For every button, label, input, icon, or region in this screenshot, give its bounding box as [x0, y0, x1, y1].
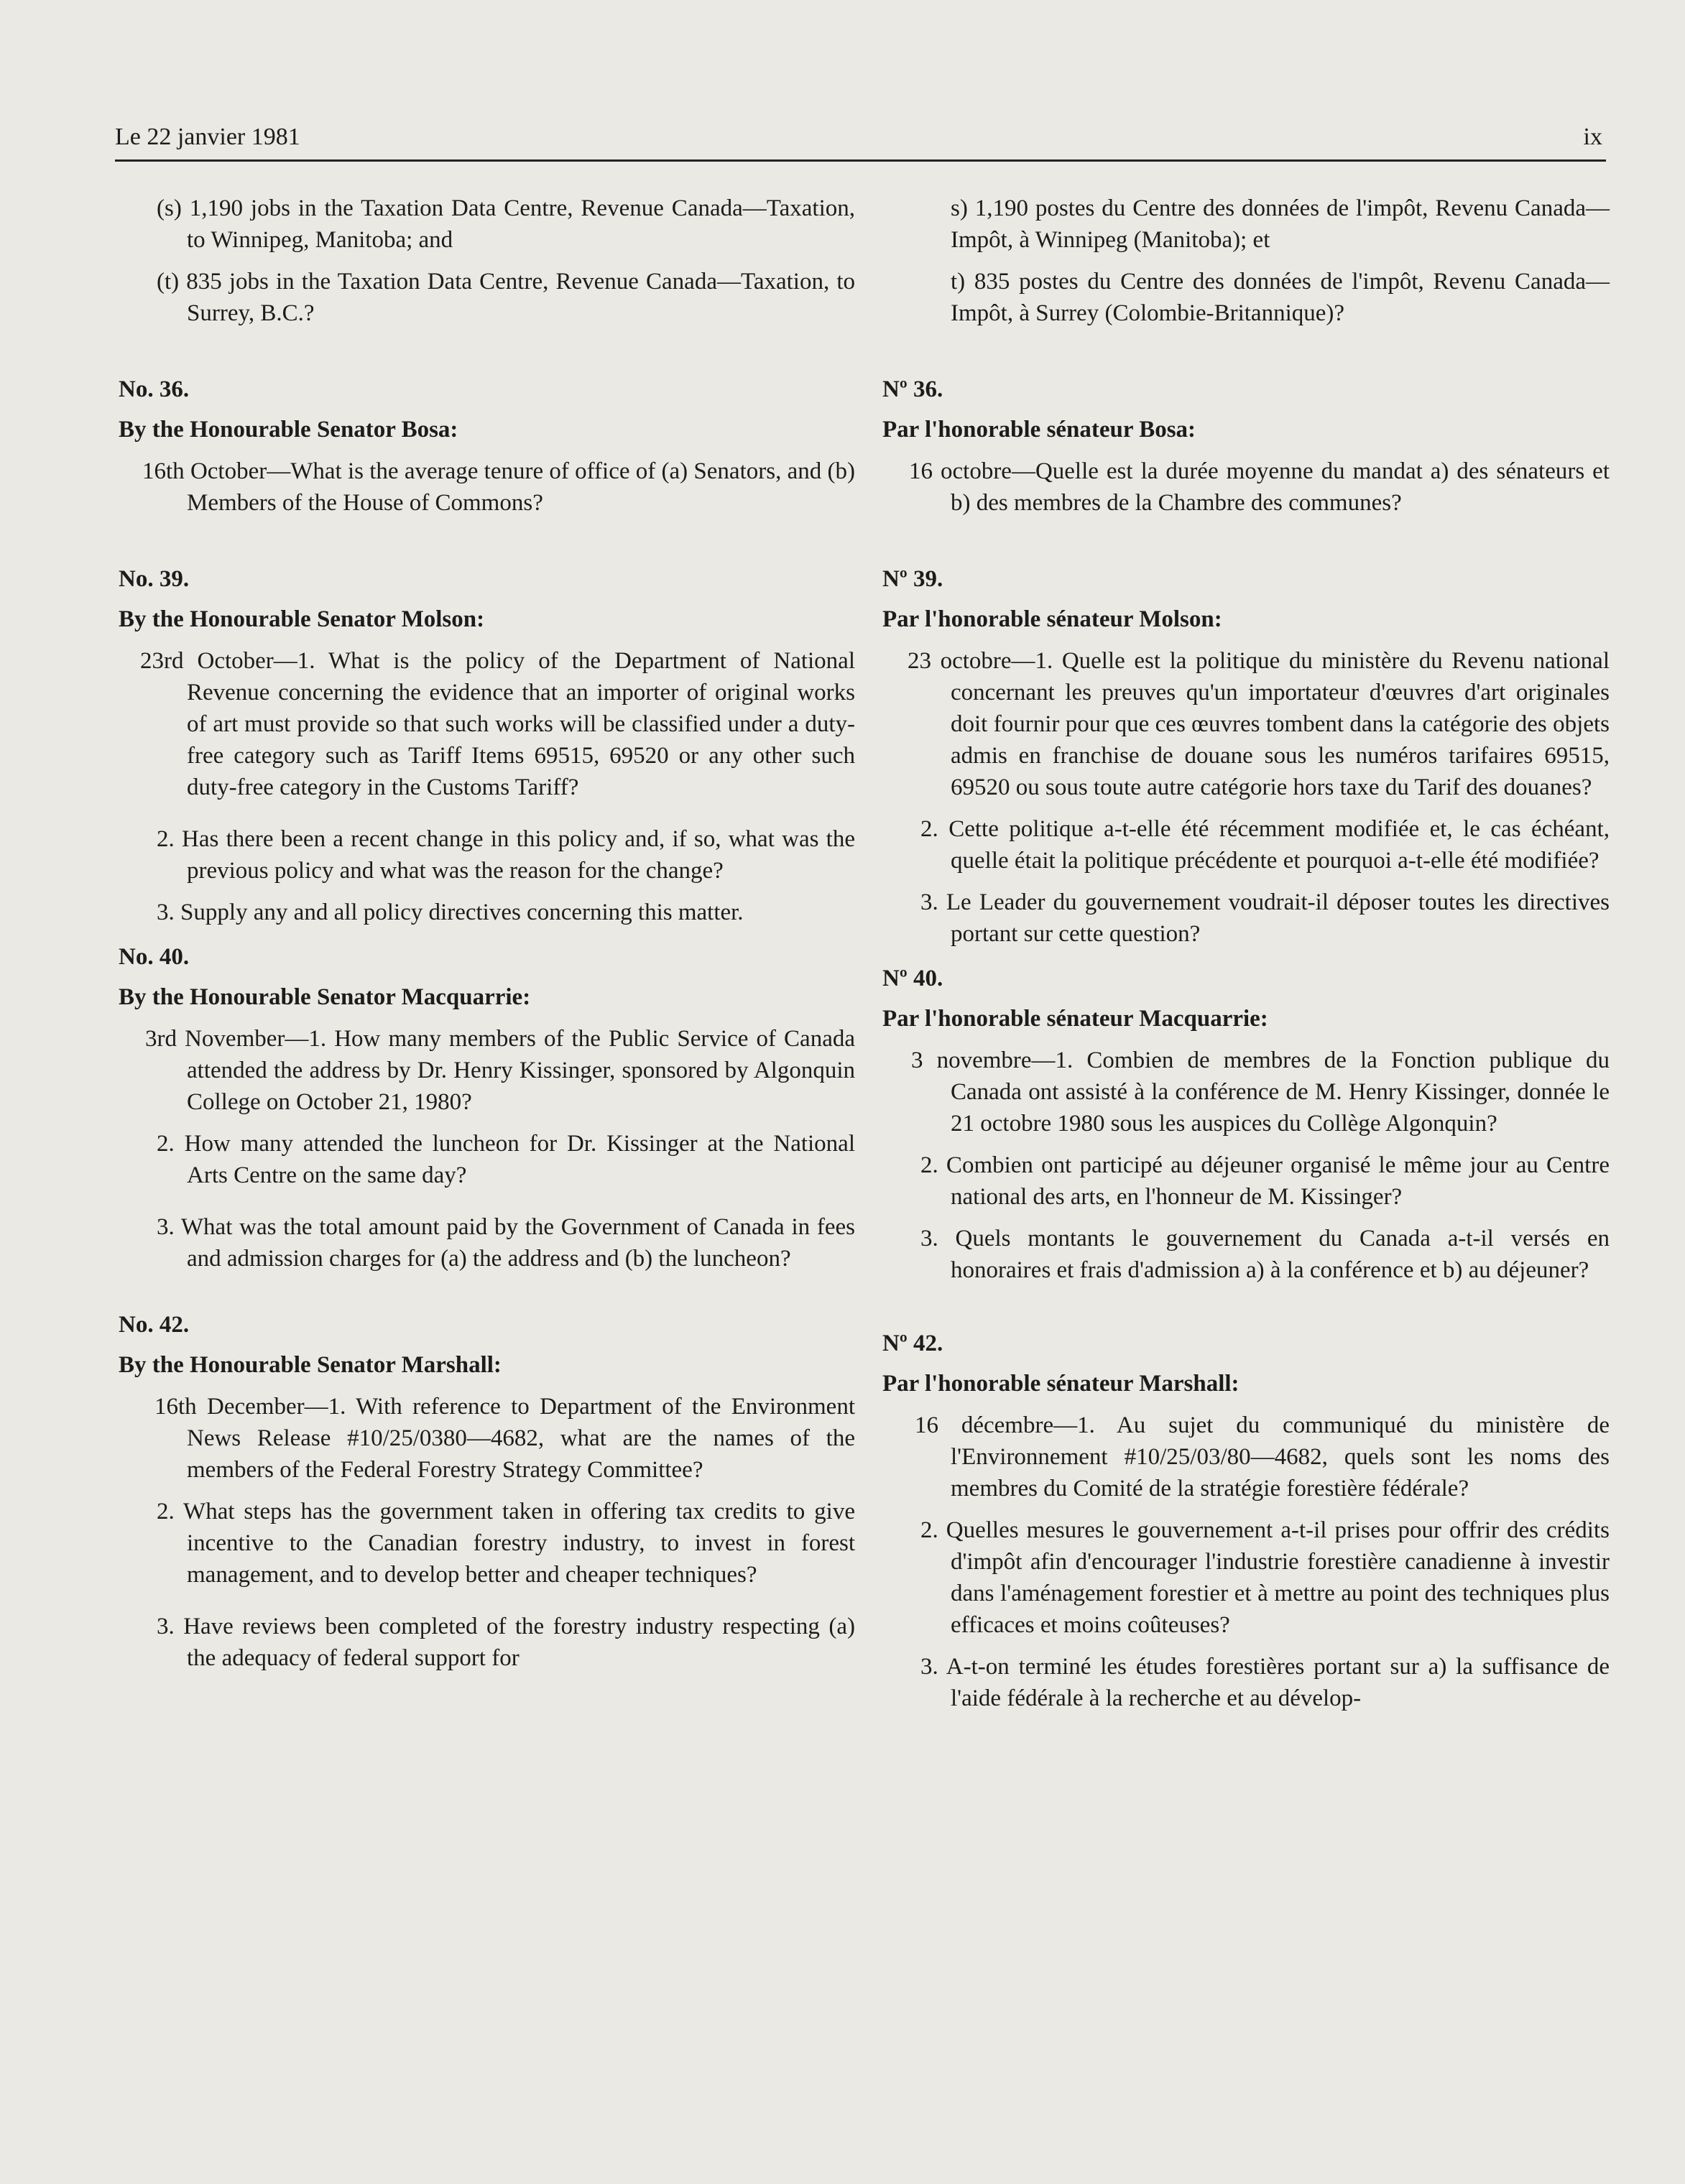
question-39-item-2-fr: 2. Cette politique a-t-elle été récemment modifiée et, le cas échéant, quelle était la politique précédente et pourquoi a-t-elle été modifiée? — [920, 816, 1610, 874]
question-number-40-fr: Nº 40. — [882, 966, 943, 991]
question-36-item-1: 16th October—What is the average tenure of office of (a) Senators, and (b) Members of the House of Commons? — [142, 458, 855, 516]
question-42-item-1-fr: 16 décembre—1. Au sujet du communiqué du ministère de l'Environnement #10/25/03/80—4682, quels sont les noms des membres du Comité de la stratégie forestière fédérale? — [915, 1412, 1610, 1502]
question-author-36: By the Honourable Senator Bosa: — [119, 417, 458, 443]
question-40-item-3: 3. What was the total amount paid by the Government of Canada in fees and admission charges for (a) the address and (b) the luncheon? — [157, 1214, 855, 1272]
page-header — [115, 124, 1602, 159]
intro-item-t: (t) 835 jobs in the Taxation Data Centre, Revenue Canada—Taxation, to Surrey, B.C.? — [157, 269, 855, 326]
question-number-40: No. 40. — [119, 944, 190, 970]
english-column — [119, 193, 855, 1684]
question-number-42-fr: Nº 42. — [882, 1331, 943, 1356]
question-40-item-2-fr: 2. Combien ont participé au déjeuner organisé le même jour au Centre national des arts, en l'honneur de M. Kissinger? — [920, 1152, 1610, 1210]
question-40-item-3-fr: 3. Quels montants le gouvernement du Canada a-t-il versés en honoraires et frais d'admission a) à la conférence et b) au déjeuner? — [920, 1226, 1610, 1283]
question-39-item-3-fr: 3. Le Leader du gouvernement voudrait-il déposer toutes les directives portant sur cette question? — [920, 889, 1610, 947]
intro-item-s-fr: s) 1,190 postes du Centre des données de l'impôt, Revenu Canada—Impôt, à Winnipeg (Manitoba); et — [951, 195, 1610, 253]
question-40-item-1-fr: 3 novembre—1. Combien de membres de la Fonction publique du Canada ont assisté à la conférence de M. Henry Kissinger, donnée le 21 octobre 1980 sous les auspices du Collège Algonquin? — [911, 1047, 1610, 1137]
header-rule — [115, 159, 1606, 162]
question-author-40-fr: Par l'honorable sénateur Macquarrie: — [882, 1006, 1268, 1032]
question-author-39-fr: Par l'honorable sénateur Molson: — [882, 606, 1222, 632]
question-42-item-3: 3. Have reviews been completed of the forestry industry respecting (a) the adequacy of federal support for — [157, 1614, 855, 1671]
question-39-item-2: 2. Has there been a recent change in this policy and, if so, what was the previous policy and what was the reason for the change? — [157, 826, 855, 884]
question-42-item-2: 2. What steps has the government taken in offering tax credits to give incentive to the Canadian forestry industry, to invest in forest management, and to develop better and cheaper techniques? — [157, 1499, 855, 1588]
question-40-item-1: 3rd November—1. How many members of the Public Service of Canada attended the address by Dr. Henry Kissinger, sponsored by Algonquin College on October 21, 1980? — [145, 1026, 855, 1115]
question-40-item-2: 2. How many attended the luncheon for Dr. Kissinger at the National Arts Centre on the same day? — [157, 1131, 855, 1188]
question-author-39: By the Honourable Senator Molson: — [119, 606, 485, 632]
header-date: Le 22 janvier 1981 — [115, 124, 300, 150]
question-number-36: No. 36. — [119, 376, 190, 402]
question-author-42-fr: Par l'honorable sénateur Marshall: — [882, 1371, 1239, 1397]
question-39-item-3: 3. Supply any and all policy directives concerning this matter. — [157, 899, 744, 925]
question-number-42: No. 42. — [119, 1312, 190, 1338]
question-author-42: By the Honourable Senator Marshall: — [119, 1352, 502, 1378]
question-42-item-3-fr: 3. A-t-on terminé les études forestières portant sur a) la suffisance de l'aide fédérale à la recherche et au dévelop- — [920, 1654, 1610, 1711]
french-column — [882, 193, 1610, 1724]
question-36-item-1-fr: 16 octobre—Quelle est la durée moyenne du mandat a) des sénateurs et b) des membres de la Chambre des communes? — [909, 458, 1610, 516]
question-39-item-1: 23rd October—1. What is the policy of the Department of National Revenue concerning the evidence that an importer of original works of art must provide so that such works will be classified under a duty-free category such as Tariff Items 69515, 69520 or any other such duty-free category in the Customs Tariff? — [140, 648, 855, 800]
intro-item-t-fr: t) 835 postes du Centre des données de l'impôt, Revenu Canada—Impôt, à Surrey (Colombie-Britannique)? — [951, 269, 1610, 326]
question-number-39-fr: Nº 39. — [882, 566, 943, 592]
question-42-item-2-fr: 2. Quelles mesures le gouvernement a-t-il prises pour offrir des crédits d'impôt afin d'encourager l'industrie forestière canadienne à investir dans l'aménagement forestier et à mettre au point des techniques plus efficaces et moins coûteuses? — [920, 1517, 1610, 1638]
page-number: ix — [1583, 124, 1602, 150]
intro-item-s: (s) 1,190 jobs in the Taxation Data Centre, Revenue Canada—Taxation, to Winnipeg, Manitoba; and — [157, 195, 855, 253]
question-number-39: No. 39. — [119, 566, 190, 592]
question-39-item-1-fr: 23 octobre—1. Quelle est la politique du ministère du Revenu national concernant les preuves qu'un importateur d'œuvres d'art originales doit fournir pour que ces œuvres tombent dans la catégorie des objets admis en franchise de douane sous les numéros tarifaires 69515, 69520 ou sous toute autre catégorie hors taxe du Tarif des douanes? — [908, 648, 1610, 800]
question-author-40: By the Honourable Senator Macquarrie: — [119, 984, 531, 1010]
question-number-36-fr: Nº 36. — [882, 376, 943, 402]
question-42-item-1: 16th December—1. With reference to Department of the Environment News Release #10/25/0380—4682, what are the names of the members of the Federal Forestry Strategy Committee? — [154, 1394, 855, 1483]
question-author-36-fr: Par l'honorable sénateur Bosa: — [882, 417, 1196, 443]
